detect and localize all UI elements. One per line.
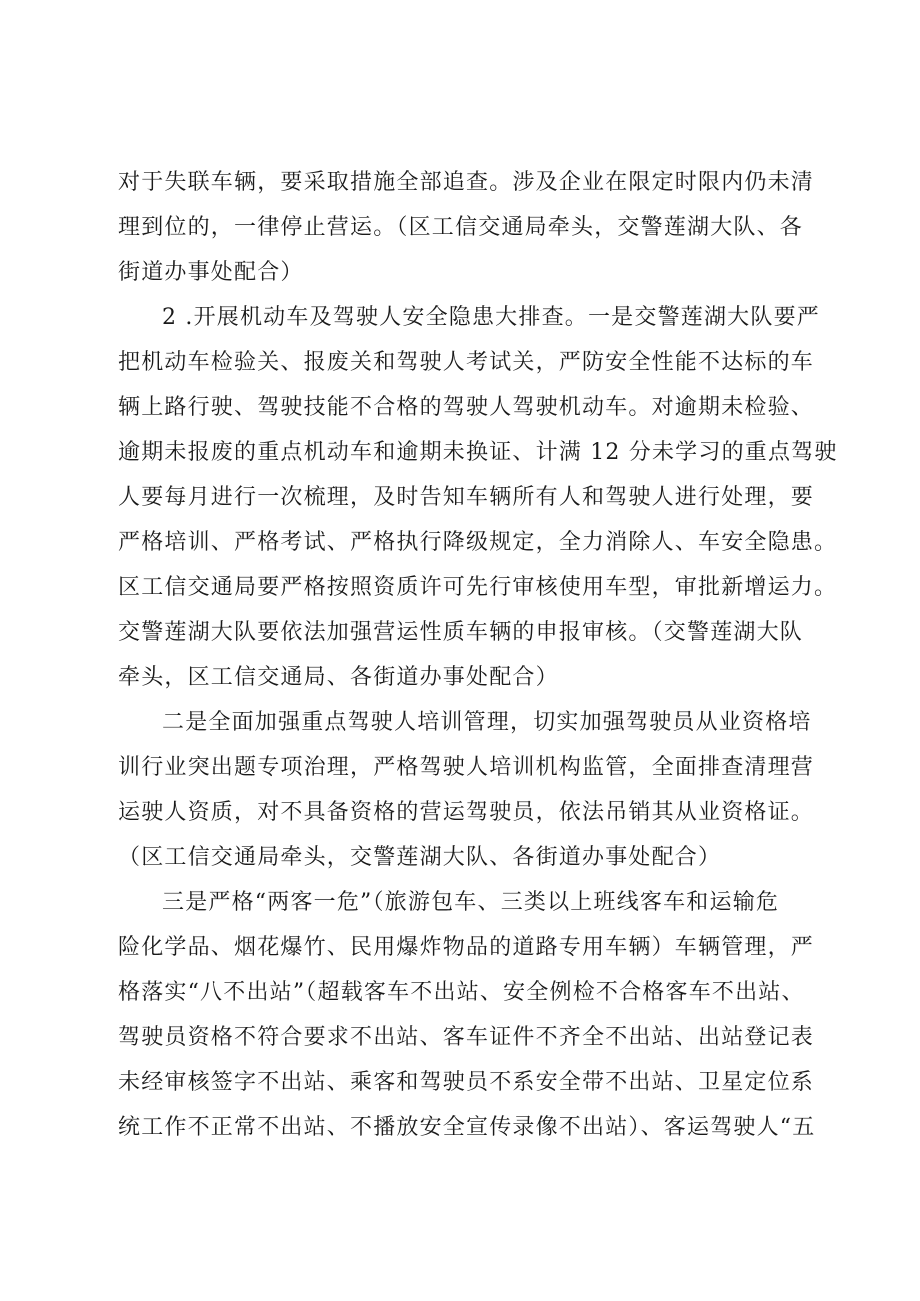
text-line: 驾驶员资格不符合要求不出站、客车证件不齐全不出站、出站登记表 bbox=[118, 1025, 815, 1050]
text-line: 训行业突出题专项治理，严格驾驶人培训机构监管，全面排查清理营 bbox=[118, 755, 815, 780]
text-line: 区工信交通局要严格按照资质许可先行审核使用车型，审批新增运力。 bbox=[118, 575, 838, 600]
text-line: 辆上路行驶、驾驶技能不合格的驾驶人驾驶机动车。对逾期未检验、 bbox=[118, 395, 815, 420]
paragraph-start-line: 三是严格“两客一危”（旅游包车、三类以上班线客车和运输危 bbox=[162, 890, 780, 915]
text-line: 对于失联车辆，要采取措施全部追查。涉及企业在限定时限内仍未清 bbox=[118, 170, 815, 195]
paragraph-start-line: 二是全面加强重点驾驶人培训管理，切实加强驾驶员从业资格培 bbox=[162, 710, 812, 735]
text-line: 把机动车检验关、报废关和驾驶人考试关，严防安全性能不达标的车 bbox=[118, 350, 815, 375]
paragraph-start-line: 2 .开展机动车及驾驶人安全隐患大排查。一是交警莲湖大队要严 bbox=[162, 305, 820, 330]
text-line: 逾期未报废的重点机动车和逾期未换证、计满 12 分未学习的重点驾驶 bbox=[118, 440, 838, 465]
text-line: 街道办事处配合） bbox=[118, 260, 304, 285]
text-line: 牵头，区工信交通局、各街道办事处配合） bbox=[118, 665, 559, 690]
text-line: （区工信交通局牵头，交警莲湖大队、各街道办事处配合） bbox=[118, 845, 722, 870]
text-line: 格落实“八不出站”（超载客车不出站、安全例检不合格客车不出站、 bbox=[118, 980, 805, 1005]
text-line: 理到位的，一律停止营运。（区工信交通局牵头，交警莲湖大队、各 bbox=[118, 215, 804, 240]
text-line: 运驶人资质，对不具备资格的营运驾驶员，依法吊销其从业资格证。 bbox=[118, 800, 815, 825]
text-line: 人要每月进行一次梳理，及时告知车辆所有人和驾驶人进行处理，要 bbox=[118, 485, 815, 510]
text-line: 未经审核签字不出站、乘客和驾驶员不系安全带不出站、卫星定位系 bbox=[118, 1070, 815, 1095]
text-line: 险化学品、烟花爆竹、民用爆炸物品的道路专用车辆）车辆管理，严 bbox=[118, 935, 815, 960]
text-line: 严格培训、严格考试、严格执行降级规定，全力消除人、车安全隐患。 bbox=[118, 530, 838, 555]
text-line: 交警莲湖大队要依法加强营运性质车辆的申报审核。（交警莲湖大队 bbox=[118, 620, 804, 645]
text-line: 统工作不正常不出站、不播放安全宣传录像不出站）、客运驾驶人“五 bbox=[118, 1115, 816, 1140]
